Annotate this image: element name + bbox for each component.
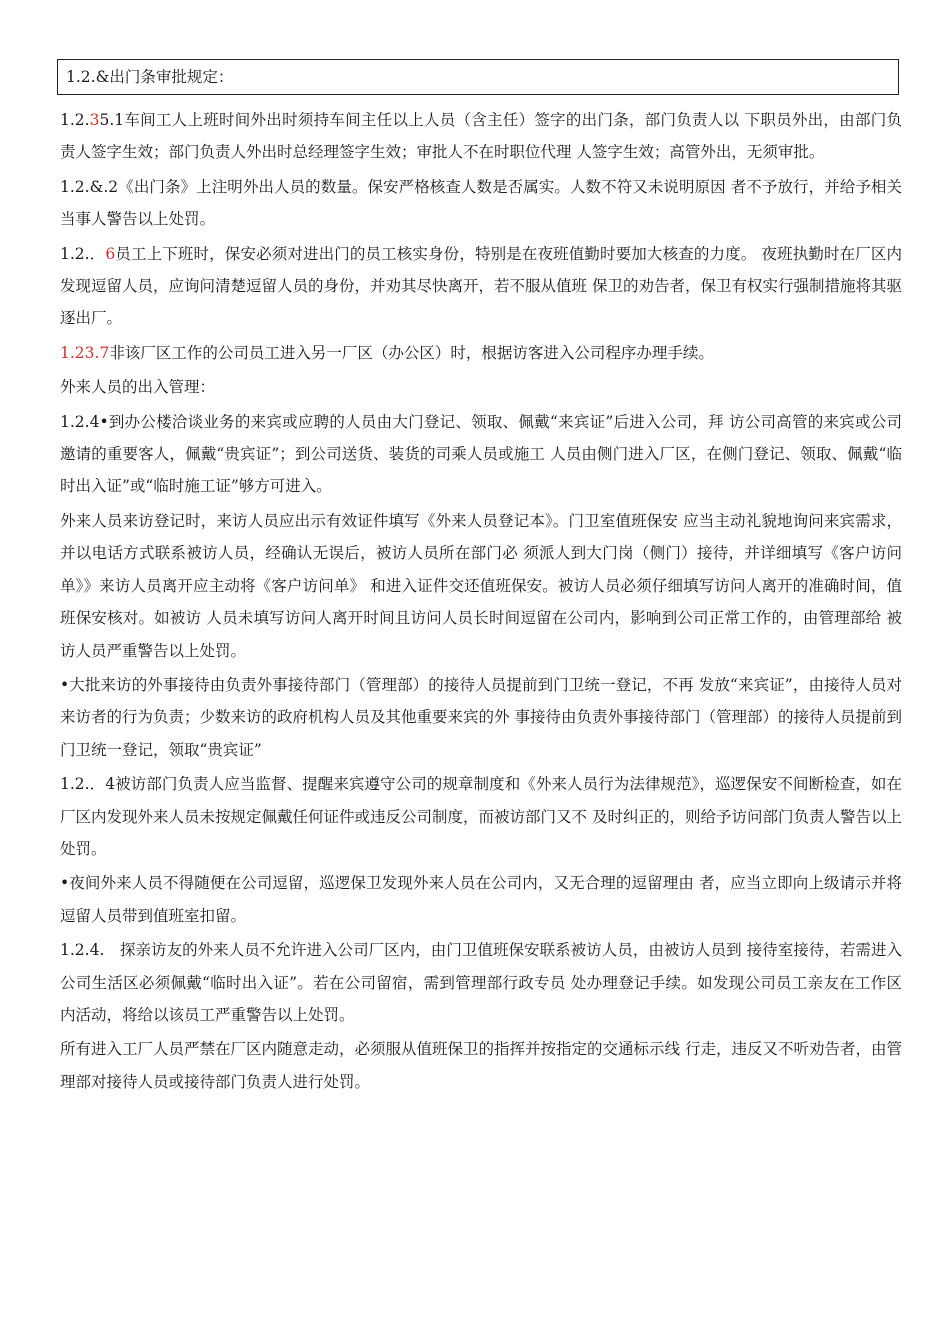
paragraph-2: [60, 171, 902, 236]
paragraph-prefix: 1.2.．: [60, 244, 106, 263]
paragraph-text: 1.2.&.2《出门条》上注明外出人员的数量。保安严格核查人数是否属实。人数不符又未说明原因 者不予放行，并给予相关当事人警告以上处罚。: [60, 177, 902, 229]
section-header-text: 1.2.&出门条审批规定：: [66, 68, 234, 86]
paragraph-text: 外来人员来访登记时，来访人员应出示有效证件填写《外来人员登记本》。门卫室值班保安 应当主动礼貌地询问来宾需求，并以电话方式联系被访人员，经确认无误后，被访人员所在部门必 须派人到大门岗（侧门）接待，并详细填写《客户访问单》》来访人员离开应主动将《客户访问单》 和进入证件交还值班保安。被访人员必须仔细填写访问人离开的准确时间，值班保安核对。如被访 人员未填写访问人离开时间且访问人员长时间逗留在公司内，影响到公司正常工作的，由管理部给 被访人员严重警告以上处罚。: [60, 511, 902, 660]
paragraph-4: [60, 337, 902, 369]
paragraph-9: [60, 768, 902, 865]
paragraph-11: [60, 934, 902, 1031]
paragraph-1: [60, 104, 902, 169]
paragraph-5: [60, 371, 902, 403]
paragraph-text: •大批来访的外事接待由负责外事接待部门（管理部）的接待人员提前到门卫统一登记，不再 发放“来宾证”，由接待人员对来访者的行为负责；少数来访的政府机构人员及其他重要来宾的外 事接待由负责外事接待部门（管理部）的接待人员提前到门卫统一登记，领取“贵宾证”: [60, 675, 902, 759]
paragraph-3: [60, 238, 902, 335]
paragraph-text: 1.2.4. 探亲访友的外来人员不允许进入公司厂区内，由门卫值班保安联系被访人员，由被访人员到 接待室接待，若需进入公司生活区必须佩戴“临时出入证”。若在公司留宿，需到管理部行政专员 处办理登记手续。如发现公司员工亲友在工作区内活动，将给以该员工严重警告以上处罚。: [60, 941, 902, 1024]
paragraph-text: 外来人员的出入管理：: [60, 378, 216, 397]
paragraph-text: •夜间外来人员不得随便在公司逗留，巡逻保卫发现外来人员在公司内，又无合理的逗留理由 者，应当立即向上级请示并将逗留人员带到值班室扣留。: [60, 874, 902, 925]
red-marker: 1.23.7: [60, 343, 110, 362]
paragraph-text: 5.1车间工人上班时间外出时须持车间主任以上人员（含主任）签字的出门条，部门负责人以 下职员外出，由部门负责人签字生效；部门负责人外出时总经理签字生效；审批人不在时职位代理 人签字生效；高管外出，无须审批。: [60, 111, 902, 162]
paragraph-7: [60, 505, 902, 667]
document-body: [60, 104, 902, 1100]
paragraph-8: [60, 669, 902, 766]
paragraph-text: 非该厂区工作的公司员工进入另一厂区（办公区）时，根据访客进入公司程序办理手续。: [109, 343, 714, 362]
paragraph-text: 员工上下班时，保安必须对进出门的员工核实身份，特别是在夜班值勤时要加大核查的力度。 夜班执勤时在厂区内发现逗留人员，应询问清楚逗留人员的身份，并劝其尽快离开，若不服从值班 保卫的劝告者，保卫有权实行强制措施将其驱逐出厂。: [60, 244, 903, 328]
paragraph-text: 所有进入工厂人员严禁在厂区内随意走动，必须服从值班保卫的指挥并按指定的交通标示线 行走，违反又不听劝告者，由管理部对接待人员或接待部门负责人进行处罚。: [60, 1040, 902, 1091]
red-marker: 3: [89, 111, 100, 129]
paragraph-6: [60, 406, 902, 503]
paragraph-text: 1.2.．4被访部门负责人应当监督、提醒来宾遵守公司的规章制度和《外来人员行为法律规范》，巡逻保安不间断检查，如在厂区内发现外来人员未按规定佩戴任何证件或违反公司制度，而被访部门又不 及时纠正的，则给予访问部门负责人警告以上处罚。: [60, 775, 902, 858]
paragraph-text: 1.2.4•到办公楼洽谈业务的来宾或应聘的人员由大门登记、领取、佩戴“来宾证”后进入公司，拜 访公司高管的来宾或公司邀请的重要客人，佩戴“贵宾证”；到公司送货、装货的司乘人员或施工 人员由侧门进入厂区，在侧门登记、领取、佩戴“临时出入证”或“临时施工证”够方可进入。: [60, 412, 903, 496]
red-marker: 6: [105, 244, 116, 263]
paragraph-10: [60, 867, 902, 932]
paragraph-12: [60, 1033, 902, 1098]
paragraph-prefix: 1.2.: [60, 111, 90, 129]
section-header-box: [57, 59, 899, 95]
